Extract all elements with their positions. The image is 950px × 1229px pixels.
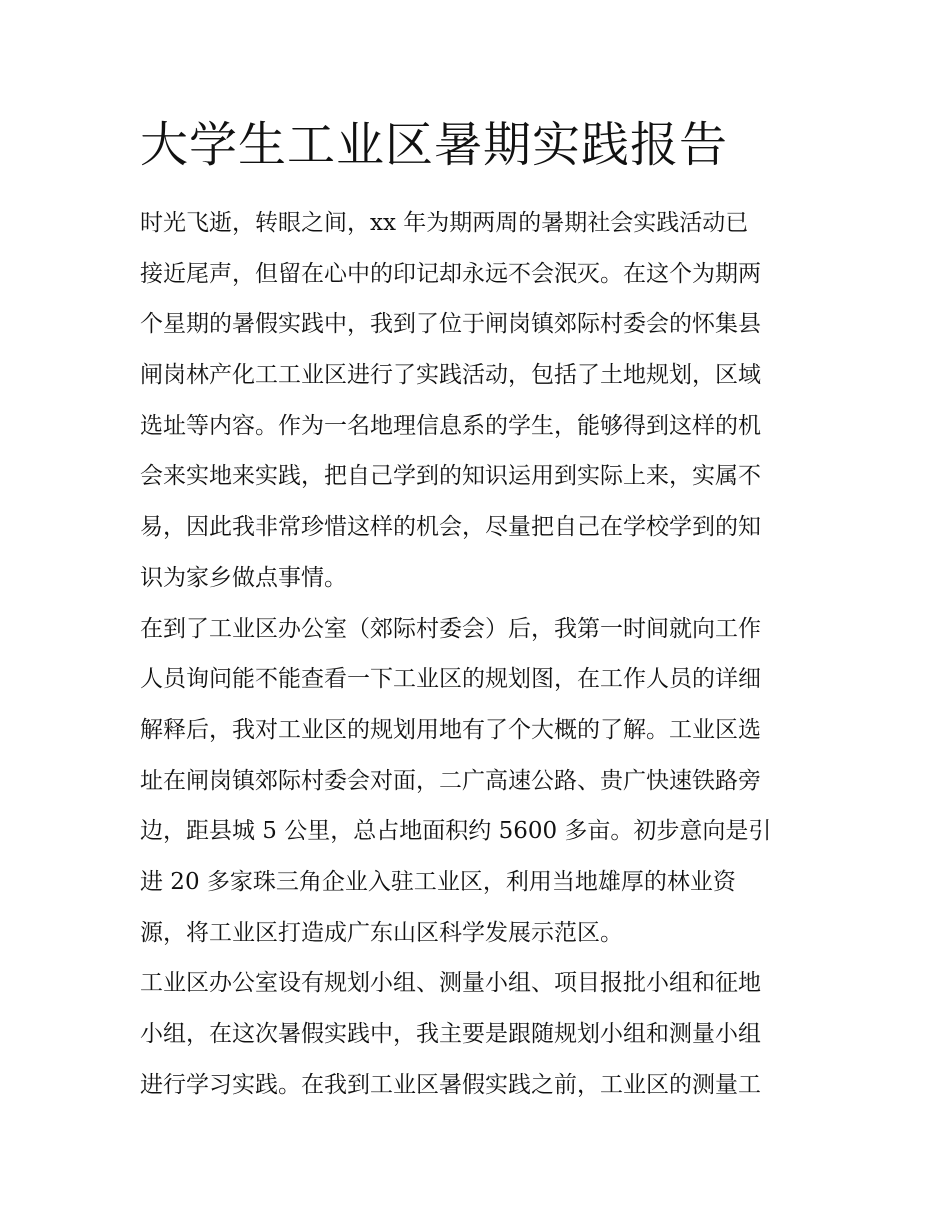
document-body	[140, 198, 820, 1110]
text-line: 时光飞逝，转眼之间，xx 年为期两周的暑期社会实践活动已	[140, 210, 749, 236]
text-line: 接近尾声，但留在心中的印记却永远不会泯灭。在这个为期两	[140, 260, 761, 287]
text-line: 在到了工业区办公室（郊际村委会）后，我第一时间就向工作	[140, 615, 761, 642]
text-line: 人员询问能不能查看一下工业区的规划图，在工作人员的详细	[140, 666, 761, 693]
text-line: 工业区办公室设有规划小组、测量小组、项目报批小组和征地	[140, 970, 761, 997]
text-line: 进行学习实践。在我到工业区暑假实践之前，工业区的测量工	[140, 1071, 761, 1098]
text-line: 解释后，我对工业区的规划用地有了个大概的了解。工业区选	[140, 716, 761, 743]
text-line: 源，将工业区打造成广东山区科学发展示范区。	[140, 919, 623, 946]
text-line: 个星期的暑假实践中，我到了位于闸岗镇郊际村委会的怀集县	[140, 311, 761, 338]
paragraph-1	[140, 198, 820, 604]
text-line: 会来实地来实践，把自己学到的知识运用到实际上来，实属不	[140, 463, 761, 490]
paragraph-3	[140, 958, 820, 1110]
text-line: 小组，在这次暑假实践中，我主要是跟随规划小组和测量小组	[140, 1021, 761, 1047]
text-line: 易，因此我非常珍惜这样的机会，尽量把自己在学校学到的知	[140, 514, 761, 541]
text-line: 闸岗林产化工工业区进行了实践活动，包括了土地规划，区域	[140, 362, 761, 389]
text-line: 边，距县城 5 公里，总占地面积约 5600 多亩。初步意向是引	[140, 818, 772, 845]
text-line: 识为家乡做点事情。	[140, 564, 347, 591]
text-line: 选址等内容。作为一名地理信息系的学生，能够得到这样的机	[140, 412, 761, 439]
document-title: 大学生工业区暑期实践报告	[140, 117, 729, 173]
text-line: 进 20 多家珠三角企业入驻工业区，利用当地雄厚的林业资	[140, 868, 736, 895]
text-line: 址在闸岗镇郊际村委会对面，二广高速公路、贵广快速铁路旁	[140, 767, 761, 794]
paragraph-2	[140, 604, 820, 959]
